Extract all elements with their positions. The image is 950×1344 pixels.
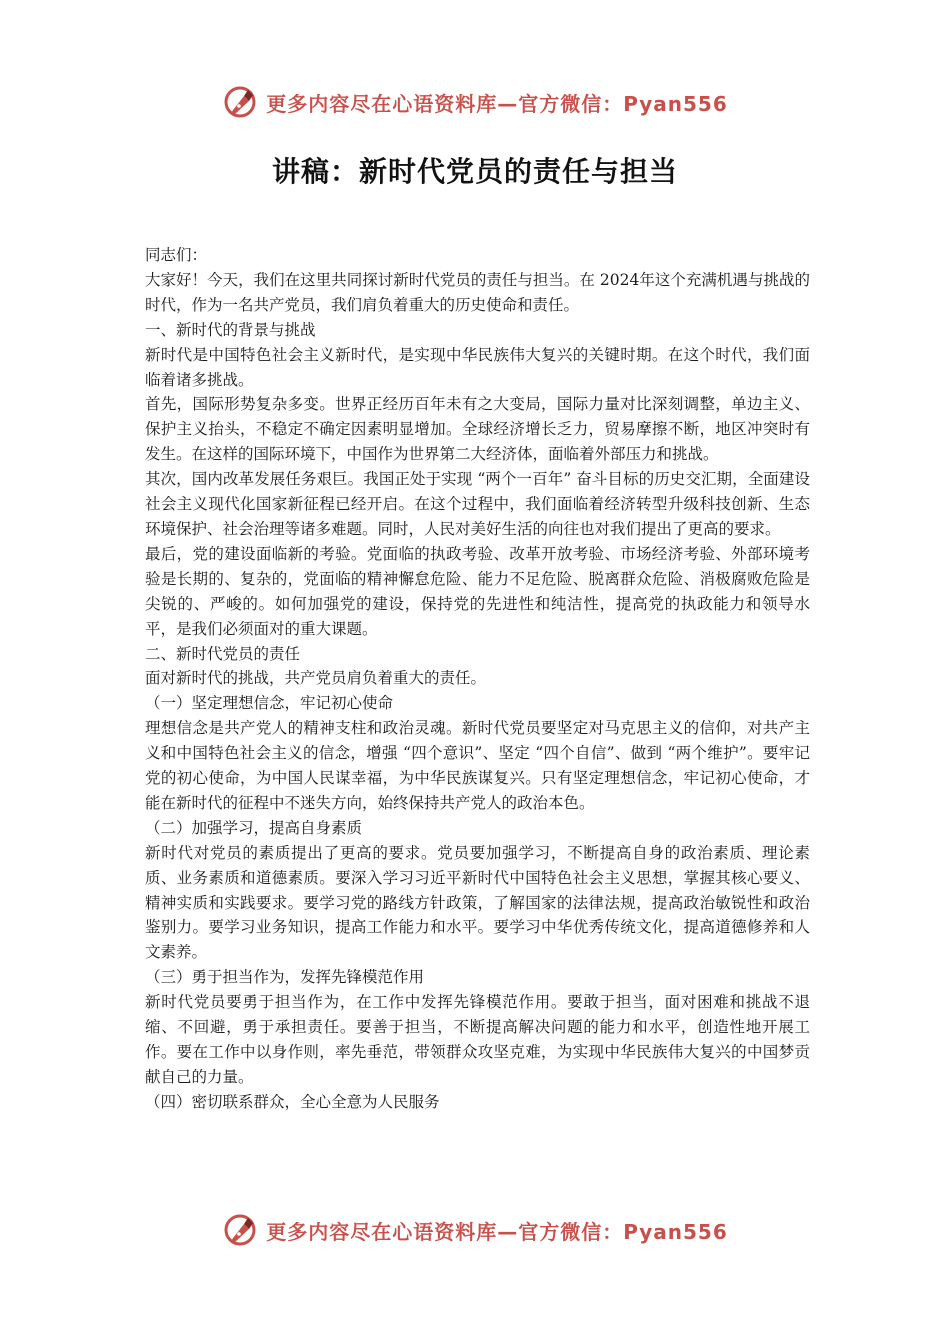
section-heading: 二、新时代党员的责任 <box>145 644 301 663</box>
paragraph: 新时代是中国特色社会主义新时代，是实现中华民族伟大复兴的关键时期。在这个时代，我们面临着诸多挑战。 <box>145 345 810 389</box>
section-heading: 一、新时代的背景与挑战 <box>145 320 316 339</box>
header-banner-text: 更多内容尽在心语资料库—官方微信：Pyan556 <box>266 91 728 116</box>
pen-nib-logo-icon <box>222 84 258 120</box>
subsection-heading: （一）坚定理想信念，牢记初心使命 <box>145 694 394 713</box>
paragraph: 新时代对党员的素质提出了更高的要求。党员要加强学习，不断提高自身的政治素质、理论素质、业务素质和道德素质。要深入学习习近平新时代中国特色社会主义思想，掌握其核心要义、精神实质和实践要求。要学习党的路线方针政策，了解国家的法律法规，提高政治敏锐性和政治鉴别力。要学习业务知识，提高工作能力和水平。要学习中华优秀传统文化，提高道德修养和人文素养。 <box>145 843 810 962</box>
paragraph: 最后，党的建设面临新的考验。党面临的执政考验、改革开放考验、市场经济考验、外部环境考验是长期的、复杂的，党面临的精神懈怠危险、能力不足危险、脱离群众危险、消极腐败危险是尖锐的、严峻的。如何加强党的建设，保持党的先进性和纯洁性，提高党的执政能力和领导水平，是我们必须面对的重大课题。 <box>145 544 810 638</box>
paragraph: 面对新时代的挑战，共产党员肩负着重大的责任。 <box>145 669 487 688</box>
footer-banner <box>0 1210 950 1250</box>
paragraph: 理想信念是共产党人的精神支柱和政治灵魂。新时代党员要坚定对马克思主义的信仰，对共产主义和中国特色社会主义的信念，增强 “四个意识”、坚定 “四个自信”、做到 “两个维护”。要牢记党的初心使命，为中国人民谋幸福，为中华民族谋复兴。只有坚定理想信念，牢记初心使命，才能在新时代的征程中不迷失方向，始终保持共产党人的政治本色。 <box>145 719 810 812</box>
document-title: 讲稿：新时代党员的责任与担当 <box>271 155 678 188</box>
paragraph: 首先，国际形势复杂多变。世界正经历百年未有之大变局，国际力量对比深刻调整，单边主义、保护主义抬头，不稳定不确定因素明显增加。全球经济增长乏力，贸易摩擦不断，地区冲突时有发生。在这样的国际环境下，中国作为世界第二大经济体，面临着外部压力和挑战。 <box>145 395 810 464</box>
subsection-heading: （三）勇于担当作为，发挥先锋模范作用 <box>145 968 425 987</box>
paragraph: 新时代党员要勇于担当作为，在工作中发挥先锋模范作用。要敢于担当，面对困难和挑战不退缩、不回避，勇于承担责任。要善于担当，不断提高解决问题的能力和水平，创造性地开展工作。要在工作中以身作则，率先垂范，带领群众攻坚克难，为实现中华民族伟大复兴的中国梦贡献自己的力量。 <box>145 993 810 1086</box>
subsection-heading: （二）加强学习，提高自身素质 <box>145 818 363 837</box>
subsection-heading: （四）密切联系群众，全心全意为人民服务 <box>145 1092 440 1111</box>
header-banner <box>0 82 950 122</box>
footer-banner-text: 更多内容尽在心语资料库—官方微信：Pyan556 <box>266 1219 728 1244</box>
document-body <box>145 243 810 1115</box>
pen-nib-logo-icon <box>222 1212 258 1248</box>
paragraph-salutation: 同志们： <box>145 246 208 264</box>
paragraph: 大家好！今天，我们在这里共同探讨新时代党员的责任与担当。在 2024年这个充满机遇与挑战的时代，作为一名共产党员，我们肩负着重大的历史使命和责任。 <box>145 270 810 314</box>
paragraph: 其次，国内改革发展任务艰巨。我国正处于实现 “两个一百年” 奋斗目标的历史交汇期，全面建设社会主义现代化国家新征程已经开启。在这个过程中，我们面临着经济转型升级科技创新、生态环境保护、社会治理等诸多难题。同时，人民对美好生活的向往也对我们提出了更高的要求。 <box>145 470 810 538</box>
